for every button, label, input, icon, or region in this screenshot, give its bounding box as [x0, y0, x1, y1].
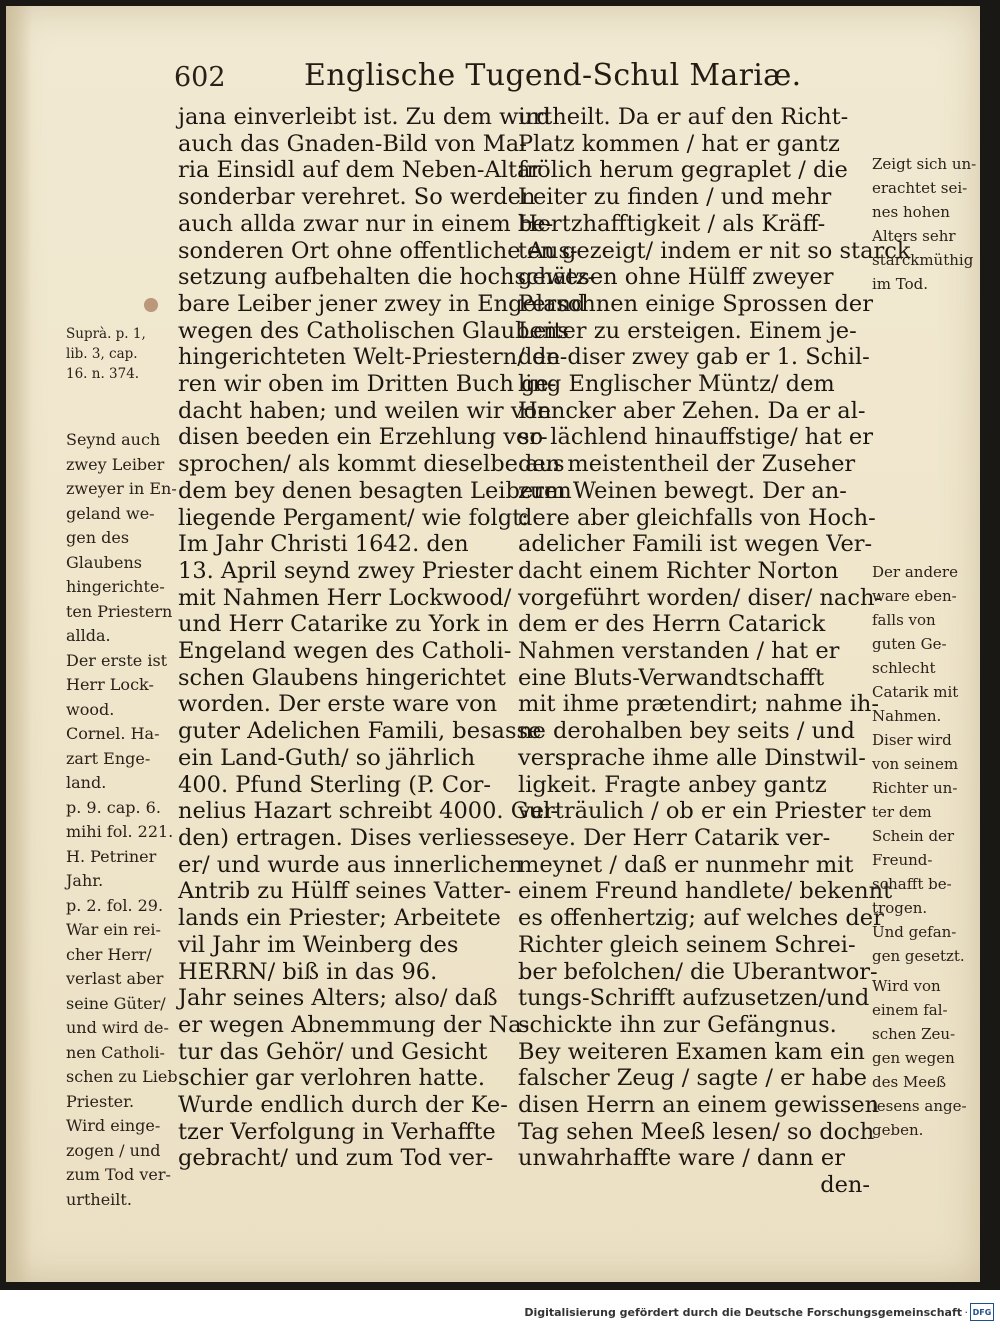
text-line: mit ihme prætendirt; nahme ih-	[518, 691, 879, 718]
margin-line: falls von	[872, 611, 936, 629]
margin-line: einem fal-	[872, 1001, 948, 1019]
text-line: Richter gleich seinem Schrei-	[518, 931, 856, 958]
margin-line: lesens ange-	[872, 1097, 967, 1115]
margin-line: Zeigt sich un-	[872, 155, 977, 173]
text-line: lands ein Priester; Arbeitete	[178, 905, 501, 932]
text-line: 13. April seynd zwey Priester	[178, 557, 513, 584]
margin-line: H. Petriner	[66, 846, 157, 866]
margin-line: schen Zeu-	[872, 1025, 956, 1043]
margin-line: lib. 3, cap.	[66, 346, 138, 362]
text-line: versprache ihme alle Dinstwil-	[518, 744, 866, 771]
margin-line: p. 9. cap. 6.	[66, 797, 161, 817]
text-line: Hertzhafftigkeit / als Kräff-	[518, 210, 826, 237]
margin-line: geland we-	[66, 503, 155, 523]
text-line: den diser zwey gab er 1. Schil-	[518, 344, 870, 371]
text-line: sonderen Ort ohne offentliche Aus-	[178, 237, 578, 264]
margin-line: cher Herr/	[66, 944, 152, 964]
text-line: Hencker aber Zehen. Da er al-	[518, 397, 866, 424]
text-line: ein Land-Guth/ so jährlich	[178, 744, 476, 771]
text-line: vil Jahr im Weinberg des	[178, 931, 459, 958]
text-line: Leiter zu finden / und mehr	[518, 184, 832, 211]
margin-line: Glaubens	[66, 552, 142, 572]
text-line: adelicher Famili ist wegen Ver-	[518, 531, 873, 558]
margin-line: schlecht	[872, 659, 936, 677]
left-margin-summary	[66, 428, 178, 1212]
text-line: Engeland wegen des Catholi-	[178, 638, 512, 665]
page-number: 602	[174, 62, 226, 93]
dfg-logo-text: DFG	[972, 1307, 992, 1317]
margin-line: im Tod.	[872, 275, 929, 293]
dfg-logo-icon	[970, 1303, 994, 1321]
text-line: wegen des Catholischen Glaubens	[178, 317, 569, 344]
margin-line: Der erste ist	[66, 650, 168, 670]
margin-line: Priester.	[66, 1091, 135, 1111]
margin-line: schen zu Lieb	[66, 1067, 178, 1086]
margin-line: Freund-	[872, 851, 933, 869]
margin-line: nes hohen	[872, 203, 950, 221]
page-gutter	[6, 6, 32, 1282]
margin-line: Seynd auch	[66, 430, 161, 449]
margin-line: des Meeß	[872, 1073, 947, 1091]
margin-line: land.	[66, 773, 107, 792]
text-line: falscher Zeug / sagte / er habe	[518, 1065, 867, 1092]
text-line: einem Freund handlete/ bekennt	[518, 878, 893, 905]
text-line: disen beeden ein Erzehlung ver-	[178, 424, 548, 451]
text-line: jana einverleibt ist. Zu dem wird	[178, 104, 551, 130]
margin-line: Diser wird	[872, 731, 952, 749]
margin-line: Herr Lock-	[66, 675, 154, 694]
margin-line: und wird de-	[66, 1018, 169, 1037]
text-line: verträulich / ob er ein Priester	[518, 798, 866, 825]
margin-line: urtheilt.	[66, 1189, 132, 1209]
text-line: mit Nahmen Herr Lockwood/	[178, 584, 512, 611]
text-line: gewesen ohne Hülff zweyer	[518, 264, 834, 291]
text-line: sonderbar verehret. So werden	[178, 184, 536, 211]
margin-line: gen des	[66, 528, 130, 547]
margin-line: zum Tod ver-	[66, 1165, 171, 1184]
margin-line: mihi fol. 221.	[66, 822, 174, 841]
text-line: vorgeführt worden/ diser/ nach-	[518, 584, 883, 611]
text-line: und Herr Catarike zu York in	[178, 611, 509, 638]
text-line: HERRN/ biß in das 96.	[178, 958, 438, 985]
margin-line: Alters sehr	[872, 227, 956, 245]
text-line: er/ und wurde aus innerlichen	[178, 851, 523, 878]
margin-line: geben.	[872, 1121, 924, 1139]
margin-line: starckmüthig	[872, 251, 974, 269]
text-line: 400. Pfund Sterling (P. Cor-	[178, 771, 492, 798]
text-line: so lächlend hinauffstige/ hat er	[518, 424, 873, 451]
text-line: tzer Verfolgung in Verhaffte	[178, 1118, 496, 1145]
margin-line: seine Güter/	[66, 993, 166, 1013]
funding-credit: Digitalisierung gefördert durch die Deutsche Forschungsgemeinschaft	[524, 1306, 962, 1319]
margin-line: trogen.	[872, 899, 928, 917]
margin-line: gen gesetzt.	[872, 947, 965, 965]
text-line: meynet / daß er nunmehr mit	[518, 851, 854, 878]
margin-line: Cornel. Ha-	[66, 724, 160, 743]
text-line: er wegen Abnemmung der Na-	[178, 1011, 530, 1038]
text-line: dacht haben; und weilen wir von	[178, 397, 552, 424]
margin-line: War ein rei-	[66, 920, 161, 939]
margin-line: gen wegen	[872, 1049, 955, 1067]
margin-line: ter dem	[872, 803, 932, 821]
ink-stain	[144, 298, 158, 312]
margin-line: zwey Leiber	[66, 454, 165, 474]
running-title: Englische Tugend-Schul Mariæ.	[304, 58, 802, 93]
text-line: Antrib zu Hülff seines Vatter-	[178, 878, 512, 905]
text-line: frölich herum gegraplet / die	[518, 157, 848, 184]
margin-line: p. 2. fol. 29.	[66, 895, 164, 915]
digitization-footer	[0, 1290, 1000, 1333]
text-line: den meistentheil der Zuseher	[518, 451, 856, 478]
right-margin-note-2	[872, 560, 965, 968]
text-line: Bey weiteren Examen kam ein	[518, 1038, 865, 1065]
margin-line: Catarik mit	[872, 683, 959, 701]
margin-line: Wird von	[872, 977, 941, 995]
text-line: ber befolchen/ die Uberantwor-	[518, 958, 878, 985]
text-line: dem bey denen besagten Leiberen	[178, 477, 572, 504]
margin-line: Wird einge-	[66, 1116, 161, 1135]
margin-line: Und gefan-	[872, 923, 957, 941]
text-line: schen Glaubens hingerichtet	[178, 664, 506, 691]
text-line: urtheilt. Da er auf den Richt-	[518, 104, 849, 130]
text-line: unwahrhaffte ware / dann er	[518, 1145, 845, 1172]
book-page	[6, 6, 980, 1282]
text-line: Tag sehen Meeß lesen/ so doch	[518, 1118, 875, 1145]
text-line: schickte ihn zur Gefängnus.	[518, 1011, 837, 1038]
text-line: eine Bluts-Verwandtschafft	[518, 664, 825, 691]
text-line: ne derohalben bey seits / und	[518, 718, 855, 745]
text-line: liegende Pergament/ wie folgt:	[178, 504, 529, 531]
margin-line: schafft be-	[872, 875, 952, 893]
text-line: Im Jahr Christi 1642. den	[178, 531, 469, 558]
text-line: ling Englischer Müntz/ dem	[518, 371, 835, 398]
margin-line: von seinem	[872, 755, 959, 773]
text-line: disen Herrn an einem gewissen	[518, 1092, 880, 1119]
text-line: nelius Hazart schreibt 4000. Gul-	[178, 798, 558, 825]
text-line: dere aber gleichfalls von Hoch-	[518, 504, 876, 531]
margin-line: Suprà. p. 1,	[66, 326, 146, 342]
text-line: gebracht/ und zum Tod ver-	[178, 1145, 494, 1172]
text-line: den-	[820, 1172, 870, 1199]
text-line: guter Adelichen Famili, besasse	[178, 718, 542, 745]
margin-line: erachtet sei-	[872, 179, 968, 197]
text-line: dem er des Herrn Catarick	[518, 611, 826, 638]
left-margin-reference	[66, 324, 146, 384]
text-line: Leiter zu ersteigen. Einem je-	[518, 317, 857, 344]
margin-line: wood.	[66, 699, 115, 719]
right-margin-note-3	[872, 974, 967, 1142]
footer-separator: ·	[964, 1306, 968, 1319]
margin-line: zweyer in En-	[66, 479, 177, 498]
text-line: worden. Der erste ware von	[178, 691, 498, 718]
margin-line: Schein der	[872, 827, 955, 845]
text-line: zum Weinen bewegt. Der an-	[518, 477, 847, 504]
text-line: hingerichteten Welt-Priestern/ de-	[178, 344, 568, 371]
text-line: ren wir oben im Dritten Buch ge-	[178, 371, 557, 398]
margin-line: Jahr.	[66, 871, 104, 890]
margin-line: zogen / und	[66, 1140, 161, 1160]
text-line: Persohnen einige Sprossen der	[518, 290, 873, 317]
text-line: Wurde endlich durch der Ke-	[178, 1092, 508, 1119]
text-line: sprochen/ als kommt dieselbe aus	[178, 451, 565, 478]
text-line: bare Leiber jener zwey in Engeland	[178, 290, 586, 317]
text-line: Nahmen verstanden / hat er	[518, 638, 840, 665]
margin-line: zart Enge-	[66, 748, 151, 768]
margin-line: hingerichte-	[66, 577, 165, 596]
text-line: tur das Gehör/ und Gesicht	[178, 1038, 488, 1065]
margin-line: guten Ge-	[872, 635, 947, 653]
margin-line: verlast aber	[66, 969, 164, 988]
text-line: auch allda zwar nur in einem be-	[178, 210, 554, 237]
page-header	[6, 58, 980, 102]
margin-line: allda.	[66, 626, 111, 645]
margin-line: Der andere	[872, 563, 958, 581]
text-line: schier gar verlohren hatte.	[178, 1065, 485, 1092]
text-line: ria Einsidl auf dem Neben-Altar	[178, 157, 542, 184]
text-line: ten gezeigt/ indem er nit so starck	[518, 237, 911, 264]
margin-line: Nahmen.	[872, 707, 942, 725]
text-line: setzung aufbehalten die hochschätz-	[178, 264, 596, 291]
margin-line: 16. n. 374.	[66, 366, 140, 382]
left-text-column	[178, 104, 596, 1172]
text-line: seye. Der Herr Catarik ver-	[518, 824, 831, 851]
text-line: dacht einem Richter Norton	[518, 557, 839, 584]
text-line: Jahr seines Alters; also/ daß	[178, 985, 498, 1012]
text-line: tungs-Schrifft aufzusetzen/und	[518, 985, 870, 1012]
text-line: den) ertragen. Dises verliesse	[178, 824, 520, 851]
margin-line: nen Catholi-	[66, 1042, 165, 1062]
text-line: es offenhertzig; auf welches der	[518, 905, 884, 932]
text-line: auch das Gnaden-Bild von Ma-	[178, 130, 527, 157]
margin-line: ware eben-	[872, 587, 957, 605]
text-line: ligkeit. Fragte anbey gantz	[518, 771, 827, 798]
margin-line: ten Priestern	[66, 601, 173, 621]
right-margin-note-1	[872, 152, 976, 296]
margin-line: Richter un-	[872, 779, 958, 797]
text-line: Platz kommen / hat er gantz	[518, 130, 840, 157]
